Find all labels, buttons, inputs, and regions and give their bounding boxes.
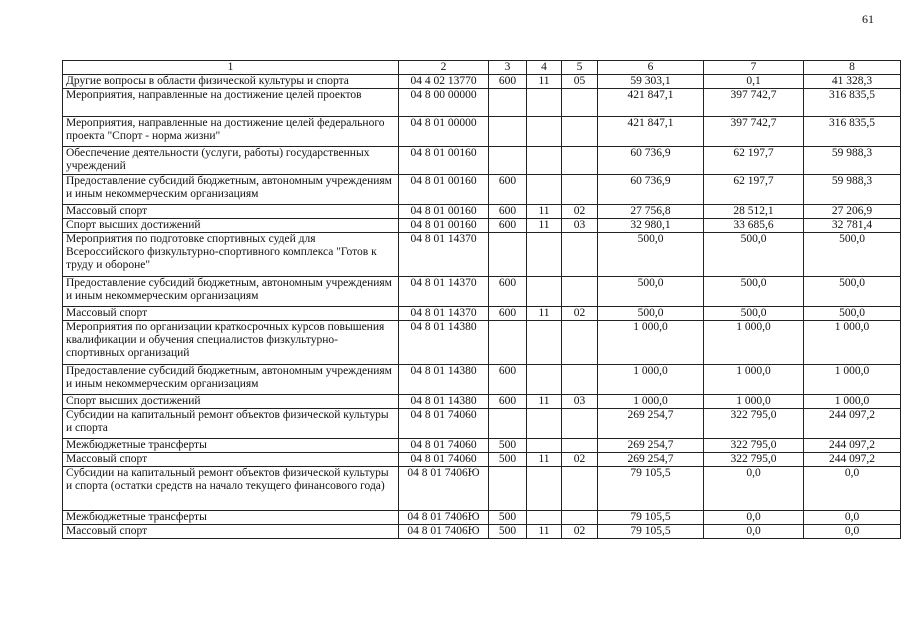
row-rz: 11 bbox=[527, 525, 562, 539]
row-amount-3: 316 835,5 bbox=[804, 117, 901, 147]
row-amount-1: 421 847,1 bbox=[598, 89, 704, 117]
row-name: Субсидии на капитальный ремонт объектов физической культуры и спорта bbox=[63, 409, 399, 439]
row-amount-3: 1 000,0 bbox=[804, 395, 901, 409]
row-amount-2: 0,0 bbox=[704, 467, 804, 511]
row-rz bbox=[527, 511, 562, 525]
row-pr bbox=[562, 511, 598, 525]
row-pr bbox=[562, 467, 598, 511]
row-amount-3: 0,0 bbox=[804, 511, 901, 525]
table-row bbox=[63, 409, 901, 439]
row-amount-3: 500,0 bbox=[804, 233, 901, 277]
table-row bbox=[63, 467, 901, 511]
row-rz bbox=[527, 117, 562, 147]
row-vr: 600 bbox=[489, 175, 527, 205]
row-amount-1: 269 254,7 bbox=[598, 439, 704, 453]
row-pr bbox=[562, 277, 598, 307]
row-rz bbox=[527, 147, 562, 175]
row-amount-3: 0,0 bbox=[804, 467, 901, 511]
row-amount-2: 28 512,1 bbox=[704, 205, 804, 219]
row-vr: 500 bbox=[489, 453, 527, 467]
row-rz bbox=[527, 409, 562, 439]
table-row bbox=[63, 117, 901, 147]
row-amount-2: 33 685,6 bbox=[704, 219, 804, 233]
row-code: 04 8 00 00000 bbox=[399, 89, 489, 117]
row-name: Массовый спорт bbox=[63, 525, 399, 539]
row-pr bbox=[562, 439, 598, 453]
row-code: 04 8 01 00000 bbox=[399, 117, 489, 147]
row-rz bbox=[527, 439, 562, 453]
header-cell: 5 bbox=[562, 61, 598, 75]
row-name: Спорт высших достижений bbox=[63, 219, 399, 233]
row-amount-2: 62 197,7 bbox=[704, 175, 804, 205]
row-amount-3: 59 988,3 bbox=[804, 175, 901, 205]
header-cell: 7 bbox=[704, 61, 804, 75]
row-vr bbox=[489, 321, 527, 365]
row-vr: 500 bbox=[489, 525, 527, 539]
table-row bbox=[63, 277, 901, 307]
row-rz: 11 bbox=[527, 219, 562, 233]
row-rz: 11 bbox=[527, 205, 562, 219]
row-amount-1: 1 000,0 bbox=[598, 365, 704, 395]
row-pr bbox=[562, 233, 598, 277]
row-amount-2: 322 795,0 bbox=[704, 409, 804, 439]
header-cell: 8 bbox=[804, 61, 901, 75]
row-name: Предоставление субсидий бюджетным, автономным учреждениям и иным некоммерческим организациям bbox=[63, 277, 399, 307]
table-row bbox=[63, 147, 901, 175]
row-code: 04 8 01 14370 bbox=[399, 307, 489, 321]
row-pr: 02 bbox=[562, 205, 598, 219]
row-pr bbox=[562, 409, 598, 439]
row-amount-3: 500,0 bbox=[804, 277, 901, 307]
row-amount-1: 79 105,5 bbox=[598, 467, 704, 511]
row-amount-3: 59 988,3 bbox=[804, 147, 901, 175]
table-row bbox=[63, 75, 901, 89]
row-name: Обеспечение деятельности (услуги, работы) государственных учреждений bbox=[63, 147, 399, 175]
row-amount-3: 41 328,3 bbox=[804, 75, 901, 89]
row-vr: 600 bbox=[489, 365, 527, 395]
row-amount-1: 500,0 bbox=[598, 233, 704, 277]
row-code: 04 8 01 7406Ю bbox=[399, 511, 489, 525]
header-cell: 2 bbox=[399, 61, 489, 75]
row-rz: 11 bbox=[527, 453, 562, 467]
row-vr: 600 bbox=[489, 75, 527, 89]
table-row bbox=[63, 89, 901, 117]
row-amount-1: 269 254,7 bbox=[598, 409, 704, 439]
row-code: 04 8 01 00160 bbox=[399, 175, 489, 205]
table-row bbox=[63, 307, 901, 321]
row-rz bbox=[527, 175, 562, 205]
table-row bbox=[63, 439, 901, 453]
row-code: 04 8 01 7406Ю bbox=[399, 525, 489, 539]
header-row bbox=[63, 61, 901, 75]
row-rz: 11 bbox=[527, 395, 562, 409]
row-pr: 02 bbox=[562, 453, 598, 467]
row-name: Мероприятия по подготовке спортивных судей для Всероссийского физкультурно-спортивного комплекса "Готов к труду и обороне" bbox=[63, 233, 399, 277]
row-code: 04 8 01 74060 bbox=[399, 409, 489, 439]
row-amount-3: 244 097,2 bbox=[804, 439, 901, 453]
row-amount-1: 60 736,9 bbox=[598, 175, 704, 205]
table-row bbox=[63, 525, 901, 539]
row-pr: 02 bbox=[562, 307, 598, 321]
row-rz bbox=[527, 89, 562, 117]
row-amount-1: 79 105,5 bbox=[598, 525, 704, 539]
row-name: Межбюджетные трансферты bbox=[63, 439, 399, 453]
row-code: 04 8 01 14380 bbox=[399, 365, 489, 395]
row-name: Массовый спорт bbox=[63, 307, 399, 321]
page-number: 61 bbox=[862, 12, 874, 26]
row-code: 04 8 01 74060 bbox=[399, 439, 489, 453]
row-name: Межбюджетные трансферты bbox=[63, 511, 399, 525]
row-amount-3: 0,0 bbox=[804, 525, 901, 539]
row-amount-2: 0,0 bbox=[704, 511, 804, 525]
row-rz: 11 bbox=[527, 307, 562, 321]
row-code: 04 8 01 14380 bbox=[399, 395, 489, 409]
row-code: 04 8 01 00160 bbox=[399, 205, 489, 219]
table-row bbox=[63, 219, 901, 233]
row-amount-3: 1 000,0 bbox=[804, 321, 901, 365]
row-amount-2: 1 000,0 bbox=[704, 321, 804, 365]
budget-table bbox=[62, 60, 901, 539]
row-name: Другие вопросы в области физической культуры и спорта bbox=[63, 75, 399, 89]
row-name: Субсидии на капитальный ремонт объектов физической культуры и спорта (остатки средств на начало текущего финансового года) bbox=[63, 467, 399, 511]
header-cell: 4 bbox=[527, 61, 562, 75]
row-code: 04 8 01 14370 bbox=[399, 233, 489, 277]
row-amount-1: 32 980,1 bbox=[598, 219, 704, 233]
row-amount-2: 1 000,0 bbox=[704, 365, 804, 395]
row-pr bbox=[562, 321, 598, 365]
row-amount-1: 500,0 bbox=[598, 307, 704, 321]
row-code: 04 8 01 00160 bbox=[399, 147, 489, 175]
row-amount-1: 1 000,0 bbox=[598, 395, 704, 409]
row-vr: 500 bbox=[489, 439, 527, 453]
row-code: 04 8 01 14370 bbox=[399, 277, 489, 307]
row-pr: 02 bbox=[562, 525, 598, 539]
row-amount-1: 79 105,5 bbox=[598, 511, 704, 525]
row-amount-3: 500,0 bbox=[804, 307, 901, 321]
row-code: 04 8 01 7406Ю bbox=[399, 467, 489, 511]
row-pr: 05 bbox=[562, 75, 598, 89]
table-row bbox=[63, 511, 901, 525]
row-pr bbox=[562, 117, 598, 147]
row-name: Мероприятия по организации краткосрочных курсов повышения квалификации и обучения специалистов физкультурно-спортивных организаций bbox=[63, 321, 399, 365]
row-name: Мероприятия, направленные на достижение целей федерального проекта "Спорт - норма жизни" bbox=[63, 117, 399, 147]
row-amount-1: 500,0 bbox=[598, 277, 704, 307]
row-vr bbox=[489, 117, 527, 147]
table-row bbox=[63, 205, 901, 219]
row-rz bbox=[527, 233, 562, 277]
row-amount-2: 0,1 bbox=[704, 75, 804, 89]
row-vr: 500 bbox=[489, 511, 527, 525]
row-pr bbox=[562, 365, 598, 395]
row-name: Предоставление субсидий бюджетным, автономным учреждениям и иным некоммерческим организациям bbox=[63, 175, 399, 205]
row-name: Массовый спорт bbox=[63, 205, 399, 219]
row-name: Предоставление субсидий бюджетным, автономным учреждениям и иным некоммерческим организациям bbox=[63, 365, 399, 395]
header-cell: 1 bbox=[63, 61, 399, 75]
row-amount-2: 500,0 bbox=[704, 233, 804, 277]
row-rz bbox=[527, 467, 562, 511]
row-vr bbox=[489, 409, 527, 439]
row-amount-2: 500,0 bbox=[704, 277, 804, 307]
row-pr bbox=[562, 175, 598, 205]
table-row bbox=[63, 175, 901, 205]
row-pr bbox=[562, 147, 598, 175]
row-rz: 11 bbox=[527, 75, 562, 89]
row-vr bbox=[489, 233, 527, 277]
row-amount-3: 32 781,4 bbox=[804, 219, 901, 233]
row-amount-3: 244 097,2 bbox=[804, 453, 901, 467]
row-vr: 600 bbox=[489, 307, 527, 321]
row-amount-3: 244 097,2 bbox=[804, 409, 901, 439]
row-vr: 600 bbox=[489, 395, 527, 409]
row-pr: 03 bbox=[562, 219, 598, 233]
row-amount-2: 62 197,7 bbox=[704, 147, 804, 175]
row-amount-1: 60 736,9 bbox=[598, 147, 704, 175]
table-row bbox=[63, 233, 901, 277]
row-vr bbox=[489, 147, 527, 175]
row-vr bbox=[489, 467, 527, 511]
row-amount-1: 421 847,1 bbox=[598, 117, 704, 147]
row-name: Мероприятия, направленные на достижение целей проектов bbox=[63, 89, 399, 117]
row-amount-2: 500,0 bbox=[704, 307, 804, 321]
row-code: 04 8 01 14380 bbox=[399, 321, 489, 365]
row-amount-1: 27 756,8 bbox=[598, 205, 704, 219]
header-cell: 6 bbox=[598, 61, 704, 75]
row-amount-3: 316 835,5 bbox=[804, 89, 901, 117]
row-rz bbox=[527, 365, 562, 395]
row-vr: 600 bbox=[489, 219, 527, 233]
row-name: Массовый спорт bbox=[63, 453, 399, 467]
row-name: Спорт высших достижений bbox=[63, 395, 399, 409]
table-row bbox=[63, 365, 901, 395]
row-amount-1: 59 303,1 bbox=[598, 75, 704, 89]
row-amount-3: 1 000,0 bbox=[804, 365, 901, 395]
row-pr bbox=[562, 89, 598, 117]
row-pr: 03 bbox=[562, 395, 598, 409]
row-amount-2: 397 742,7 bbox=[704, 89, 804, 117]
row-rz bbox=[527, 321, 562, 365]
row-amount-2: 0,0 bbox=[704, 525, 804, 539]
table-row bbox=[63, 453, 901, 467]
row-amount-2: 397 742,7 bbox=[704, 117, 804, 147]
row-amount-2: 322 795,0 bbox=[704, 453, 804, 467]
header-cell: 3 bbox=[489, 61, 527, 75]
row-code: 04 8 01 00160 bbox=[399, 219, 489, 233]
row-code: 04 8 01 74060 bbox=[399, 453, 489, 467]
row-amount-3: 27 206,9 bbox=[804, 205, 901, 219]
row-vr bbox=[489, 89, 527, 117]
row-amount-2: 322 795,0 bbox=[704, 439, 804, 453]
table-row bbox=[63, 395, 901, 409]
row-amount-1: 269 254,7 bbox=[598, 453, 704, 467]
row-vr: 600 bbox=[489, 205, 527, 219]
row-vr: 600 bbox=[489, 277, 527, 307]
table-row bbox=[63, 321, 901, 365]
row-amount-2: 1 000,0 bbox=[704, 395, 804, 409]
row-code: 04 4 02 13770 bbox=[399, 75, 489, 89]
row-rz bbox=[527, 277, 562, 307]
row-amount-1: 1 000,0 bbox=[598, 321, 704, 365]
